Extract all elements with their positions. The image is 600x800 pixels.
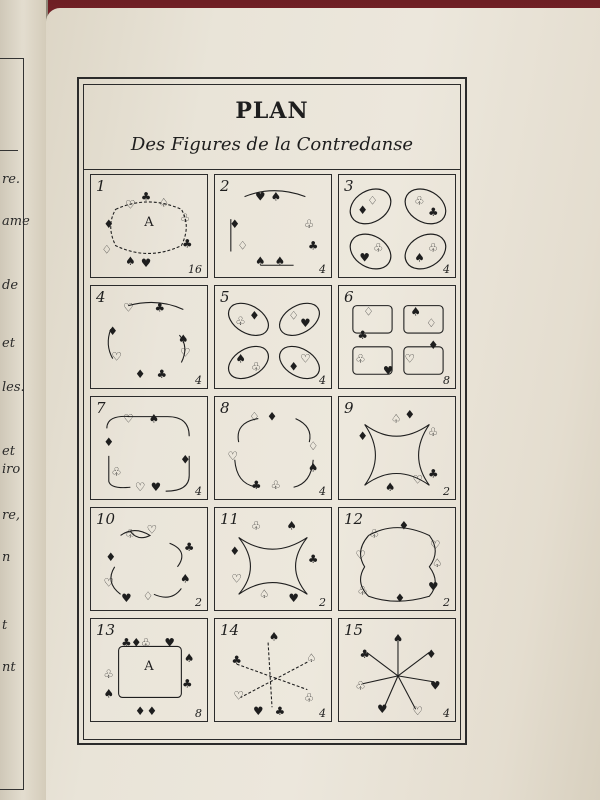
figure-number: 8: [220, 399, 230, 417]
heart-open-icon: ♡: [300, 351, 311, 366]
figure-cell-4: [90, 285, 208, 389]
diamond-icon: ♦: [398, 518, 410, 533]
dance-oval: [399, 182, 452, 231]
heart-open-icon: ♡: [125, 197, 136, 212]
page-title: PLAN: [235, 98, 309, 124]
figure-diagram: [339, 397, 455, 499]
club-icon: ♣: [140, 189, 152, 204]
club-icon: ♣: [274, 704, 286, 719]
dance-path: [154, 588, 181, 597]
left-fragment: et: [2, 336, 15, 351]
diamond-open-icon: ♢: [307, 438, 319, 453]
figure-number: 9: [344, 399, 354, 417]
heart-icon: ♥: [253, 704, 264, 719]
diamond-icon: ♦: [229, 216, 241, 231]
heart-open-icon: ♡: [180, 345, 191, 360]
left-page-border: [0, 58, 24, 790]
figure-count: 2: [319, 596, 326, 609]
dance-frame: [119, 646, 182, 697]
dance-path: [239, 537, 308, 594]
heart-open-icon: ♡: [123, 300, 134, 315]
heart-icon: ♥: [150, 480, 162, 495]
club-open-icon: ♧: [180, 211, 191, 226]
club-open-icon: ♧: [103, 666, 115, 681]
heart-open-icon: ♡: [429, 538, 441, 553]
spade-open-icon: ♤: [431, 555, 443, 570]
left-fragment: ame: [2, 214, 30, 229]
left-fragment: re.: [2, 172, 21, 187]
figure-cell-12: [338, 507, 456, 611]
heart-icon: ♥: [429, 678, 441, 693]
club-icon: ♣: [428, 205, 439, 220]
figure-cell-8: [214, 396, 332, 500]
dance-path: [111, 202, 187, 253]
figure-number: 13: [96, 621, 116, 639]
diamond-open-icon: ♢: [237, 238, 248, 253]
diamond-icon: ♦: [105, 549, 117, 564]
figure-diagram: [215, 175, 331, 277]
club-open-icon: ♧: [140, 635, 152, 650]
dance-path: [241, 662, 308, 697]
heart-open-icon: ♡: [355, 548, 366, 562]
figure-cell-11: [214, 507, 332, 611]
figure-number: 10: [96, 510, 116, 528]
club-open-icon: ♧: [251, 518, 262, 533]
figure-cell-5: [214, 285, 332, 389]
heart-open-icon: ♡: [134, 480, 146, 495]
figure-center-letter: A: [144, 215, 154, 230]
left-fragment: de: [2, 278, 19, 293]
figure-number: 11: [220, 510, 240, 528]
dance-path: [363, 676, 398, 684]
club-icon: ♣: [181, 236, 193, 251]
figure-number: 3: [344, 177, 354, 195]
figure-number: 15: [344, 621, 364, 639]
figure-number: 12: [344, 510, 364, 528]
club-open-icon: ♧: [357, 583, 368, 598]
heart-open-icon: ♡: [123, 411, 134, 426]
figure-cell-7: [90, 396, 208, 500]
club-icon: ♣: [359, 647, 370, 662]
spade-icon: ♠: [235, 351, 246, 366]
figure-diagram: [215, 397, 331, 499]
heart-icon: ♥: [164, 635, 175, 650]
figure-cell-9: [338, 396, 456, 500]
heart-open-icon: ♡: [412, 472, 423, 487]
figure-count: 4: [195, 374, 202, 387]
diamond-icon: ♦: [103, 216, 115, 231]
heart-open-icon: ♡: [111, 349, 122, 364]
spade-icon: ♠: [103, 686, 115, 701]
diamond-icon: ♦: [103, 435, 115, 450]
diamond-open-icon: ♢: [142, 589, 154, 604]
heart-icon: ♥: [140, 256, 152, 271]
figure-center-letter: A: [144, 659, 154, 674]
spade-icon: ♠: [254, 254, 266, 269]
club-open-icon: ♧: [355, 351, 366, 366]
left-book-page: [0, 0, 48, 800]
figure-diagram: [339, 286, 455, 388]
club-open-icon: ♧: [373, 240, 384, 255]
dance-path: [170, 543, 182, 567]
figure-count: 4: [443, 707, 450, 720]
club-icon: ♣: [183, 540, 195, 555]
left-fragment: iro: [2, 462, 21, 477]
left-page-rule: [0, 150, 18, 151]
club-icon: ♣: [121, 635, 132, 650]
heart-icon: ♥: [300, 316, 311, 331]
figures-grid: [90, 174, 460, 734]
diamond-icon: ♦: [357, 203, 368, 218]
figure-count: 4: [319, 707, 326, 720]
club-open-icon: ♧: [428, 425, 439, 440]
diamond-icon: ♦: [134, 704, 146, 719]
figure-count: 16: [188, 263, 202, 276]
dance-oval: [344, 227, 397, 276]
club-open-icon: ♧: [428, 240, 439, 255]
left-fragment: les.: [2, 380, 25, 395]
heart-icon: ♥: [121, 591, 132, 606]
figure-cell-14: [214, 618, 332, 722]
spade-open-icon: ♤: [158, 195, 169, 210]
heart-open-icon: ♡: [103, 575, 115, 590]
diamond-icon: ♦: [266, 409, 278, 424]
spade-icon: ♠: [125, 254, 136, 269]
diamond-icon: ♦: [428, 337, 439, 352]
diamond-icon: ♦: [249, 308, 260, 323]
diamond-icon: ♦: [288, 359, 299, 374]
diamond-open-icon: ♢: [426, 316, 437, 331]
diamond-icon: ♦: [180, 452, 191, 467]
figure-count: 2: [443, 596, 450, 609]
heart-open-icon: ♡: [412, 704, 423, 719]
heart-icon: ♥: [377, 702, 388, 717]
figure-cell-2: [214, 174, 332, 278]
spade-icon: ♠: [270, 189, 282, 204]
club-open-icon: ♧: [125, 526, 136, 541]
club-icon: ♣: [357, 327, 368, 342]
diamond-icon: ♦: [229, 544, 241, 559]
spade-icon: ♠: [274, 254, 286, 269]
figure-cell-3: [338, 174, 456, 278]
dance-path: [398, 676, 433, 682]
left-fragment: nt: [2, 660, 16, 675]
figure-cell-13: [90, 618, 208, 722]
figure-number: 1: [96, 177, 106, 195]
spade-icon: ♠: [410, 304, 421, 319]
spade-icon: ♠: [414, 250, 425, 265]
club-icon: ♣: [156, 367, 168, 382]
diamond-open-icon: ♢: [363, 304, 374, 319]
figure-number: 5: [220, 288, 230, 306]
spade-open-icon: ♤: [390, 411, 402, 426]
heart-icon: ♥: [428, 579, 439, 594]
diamond-icon: ♦: [130, 635, 142, 650]
title-rule: [83, 169, 461, 170]
figure-count: 4: [319, 374, 326, 387]
diamond-icon: ♦: [134, 367, 146, 382]
heart-icon: ♥: [254, 189, 266, 204]
diamond-icon: ♦: [404, 407, 416, 422]
left-fragment: t: [2, 618, 8, 633]
figure-number: 14: [220, 621, 240, 639]
diamond-open-icon: ♢: [249, 409, 260, 424]
spade-open-icon: ♤: [305, 651, 317, 666]
diamond-icon: ♦: [357, 429, 368, 444]
spade-icon: ♠: [384, 480, 396, 495]
dance-path: [398, 652, 429, 676]
page-subtitle: Des Figures de la Contredanse: [130, 134, 414, 155]
spade-icon: ♠: [392, 631, 404, 646]
figure-count: 2: [443, 485, 450, 498]
figure-cell-10: [90, 507, 208, 611]
club-icon: ♣: [231, 653, 242, 668]
figure-number: 6: [344, 288, 354, 306]
figure-count: 8: [195, 707, 202, 720]
spade-icon: ♠: [178, 331, 189, 346]
club-icon: ♣: [251, 478, 262, 493]
dance-oval: [223, 340, 274, 385]
spade-icon: ♠: [180, 571, 191, 586]
figure-diagram: [91, 175, 207, 277]
figure-count: 4: [443, 263, 450, 276]
spade-open-icon: ♤: [258, 587, 270, 602]
heart-open-icon: ♡: [404, 351, 416, 366]
figure-diagram: [91, 286, 207, 388]
club-open-icon: ♧: [304, 216, 315, 231]
club-open-icon: ♧: [414, 193, 425, 208]
figure-number: 7: [96, 399, 106, 417]
club-icon: ♣: [307, 238, 319, 253]
heart-open-icon: ♡: [146, 522, 158, 537]
left-fragment: et: [2, 444, 15, 459]
spade-icon: ♠: [307, 460, 319, 475]
diamond-icon: ♦: [394, 591, 406, 606]
figure-cell-15: [338, 618, 456, 722]
figure-count: 2: [195, 596, 202, 609]
figure-diagram: [339, 175, 455, 277]
figure-cell-6: [338, 285, 456, 389]
diamond-open-icon: ♢: [101, 242, 113, 257]
spade-icon: ♠: [286, 518, 297, 533]
figure-diagram: [215, 286, 331, 388]
figure-number: 2: [220, 177, 230, 195]
dance-path: [268, 643, 272, 708]
club-open-icon: ♧: [235, 314, 246, 329]
club-open-icon: ♧: [355, 678, 366, 693]
heart-open-icon: ♡: [227, 448, 239, 463]
club-open-icon: ♧: [251, 359, 262, 374]
figure-count: 4: [195, 485, 202, 498]
heart-open-icon: ♡: [233, 688, 244, 703]
figure-count: 4: [319, 485, 326, 498]
heart-icon: ♥: [359, 250, 370, 265]
spade-icon: ♠: [148, 411, 160, 426]
club-icon: ♣: [154, 300, 166, 315]
club-icon: ♣: [428, 466, 439, 481]
figure-number: 4: [96, 288, 106, 306]
figure-cell-1: [90, 174, 208, 278]
left-fragment: n: [2, 550, 11, 565]
heart-icon: ♥: [288, 591, 299, 606]
heart-open-icon: ♡: [231, 571, 242, 586]
dance-path: [367, 652, 398, 676]
club-icon: ♣: [181, 676, 193, 691]
club-icon: ♣: [307, 551, 319, 566]
club-open-icon: ♧: [270, 478, 282, 493]
diamond-open-icon: ♢: [288, 308, 299, 323]
figure-count: 4: [319, 263, 326, 276]
club-open-icon: ♧: [304, 690, 315, 705]
diamond-icon: ♦: [146, 704, 158, 719]
figure-diagram: [91, 397, 207, 499]
diamond-open-icon: ♢: [367, 193, 378, 208]
diamond-icon: ♦: [426, 647, 437, 662]
figure-count: 8: [443, 374, 450, 387]
club-open-icon: ♧: [369, 526, 380, 541]
spade-icon: ♠: [183, 651, 195, 666]
diamond-icon: ♦: [107, 324, 118, 339]
spade-icon: ♠: [268, 629, 280, 644]
club-open-icon: ♧: [111, 464, 122, 479]
left-fragment: re,: [2, 508, 21, 523]
heart-icon: ♥: [382, 363, 394, 378]
